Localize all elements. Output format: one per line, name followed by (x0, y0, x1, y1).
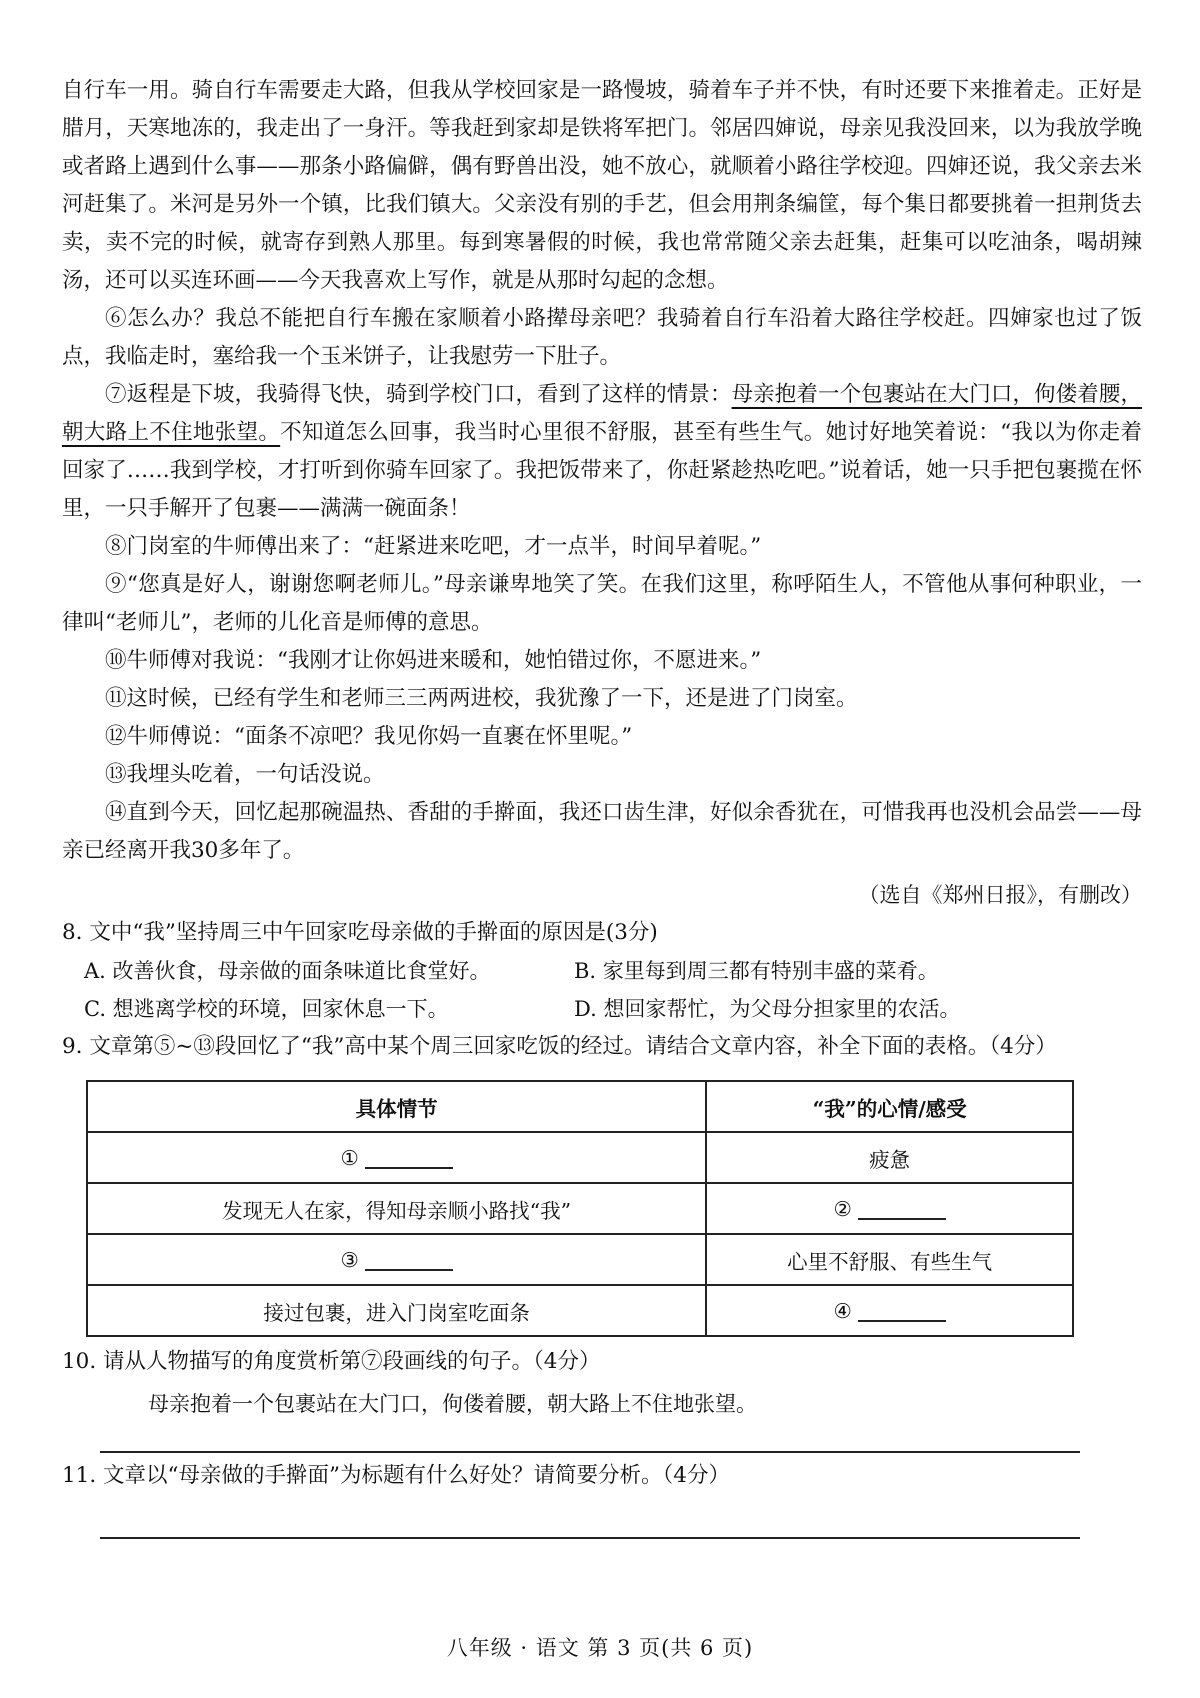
table-header-cell: “我”的心情/感受 (706, 1081, 1073, 1132)
table-row (87, 1285, 1073, 1336)
table-header-cell: 具体情节 (87, 1081, 706, 1132)
table-row (87, 1234, 1073, 1285)
passage-paragraph-7 (62, 376, 1142, 528)
answer-line[interactable] (100, 1495, 1080, 1539)
question-8-options (62, 952, 1142, 1028)
table-cell[interactable] (706, 1183, 1073, 1234)
page-footer: 八年级 · 语文 第 3 页(共 6 页) (446, 1636, 754, 1660)
passage-paragraph-6: ⑥怎么办？我总不能把自行车搬在家顺着小路撵母亲吧？我骑着自行车沿着大路往学校赶。四婶家也过了饭点，我临走时，塞给我一个玉米饼子，让我慰劳一下肚子。 (62, 306, 1142, 369)
passage-paragraph-10: ⑩牛师傅对我说：“我刚才让你妈进来暖和，她怕错过你，不愿进来。” (105, 648, 762, 673)
plot-emotion-table (86, 1080, 1074, 1337)
passage-paragraph-14: ⑭直到今天，回忆起那碗温热、香甜的手擀面，我还口齿生津，好似余香犹在，可惜我再也没机会品尝——母亲已经离开我30多年了。 (62, 800, 1142, 863)
table-cell[interactable] (706, 1285, 1073, 1336)
option-b: B. 家里每到周三都有特别丰盛的菜肴。 (574, 959, 939, 983)
question-9-stem: 9. 文章第⑤~⑬段回忆了“我”高中某个周三回家吃饭的经过。请结合文章内容，补全下面的表格。（4分） (62, 1034, 1057, 1059)
option-c: C. 想逃离学校的环境，回家休息一下。 (84, 997, 449, 1021)
table-cell: 疲惫 (706, 1132, 1073, 1183)
passage-paragraph-13: ⑬我埋头吃着，一句话没说。 (105, 762, 385, 787)
table-cell: 接过包裹，进入门岗室吃面条 (87, 1285, 706, 1336)
option-a: A. 改善伙食，母亲做的面条味道比食堂好。 (84, 959, 491, 983)
question-8-stem: 8. 文中“我”坚持周三中午回家吃母亲做的手擀面的原因是(3分) (62, 920, 658, 945)
table-cell[interactable] (87, 1132, 706, 1183)
passage-paragraph-11: ⑪这时候，已经有学生和老师三三两两进校，我犹豫了一下，还是进了门岗室。 (105, 686, 858, 711)
table-header-row (87, 1081, 1073, 1132)
answer-line[interactable] (100, 1423, 1080, 1453)
answer-blank[interactable] (365, 1247, 453, 1271)
p7-pre: ⑦返程是下坡，我骑得飞快，骑到学校门口，看到了这样的情景： (105, 382, 732, 407)
question-11-stem: 11. 文章以“母亲做的手擀面”为标题有什么好处？请简要分析。（4分） (62, 1463, 730, 1488)
question-10-stem: 10. 请从人物描写的角度赏析第⑦段画线的句子。（4分） (62, 1349, 601, 1374)
question-10-quote: 母亲抱着一个包裹站在大门口，佝偻着腰，朝大路上不住地张望。 (148, 1392, 757, 1416)
option-d: D. 想回家帮忙，为父母分担家里的农活。 (574, 997, 961, 1021)
table-cell: 心里不舒服、有些生气 (706, 1234, 1073, 1285)
passage-paragraph-5-continued: 自行车一用。骑自行车需要走大路，但我从学校回家是一路慢坡，骑着车子并不快，有时还要下来推着走。正好是腊月，天寒地冻的，我走出了一身汗。等我赶到家却是铁将军把门。邻居四婶说，母亲见我没回来，以为我放学晚或者路上遇到什么事——那条小路偏僻，偶有野兽出没，她不放心，就顺着小路往学校迎。四婶还说，我父亲去米河赶集了。米河是另外一个镇，比我们镇大。父亲没有别的手艺，但会用荆条编筐，每个集日都要挑着一担荆货去卖，卖不完的时候，就寄存到熟人那里。每到寒暑假的时候，我也常常随父亲去赶集，赶集可以吃油条，喝胡辣汤，还可以买连环画——今天我喜欢上写作，就是从那时勾起的念想。 (62, 78, 1142, 293)
passage-paragraph-8: ⑧门岗室的牛师傅出来了：“赶紧进来吃吧，才一点半，时间早着呢。” (105, 534, 762, 559)
blank-number: ② (833, 1197, 852, 1221)
answer-blank[interactable] (365, 1145, 453, 1169)
table-row (87, 1183, 1073, 1234)
passage-paragraph-12: ⑫牛师傅说：“面条不凉吧？我见你妈一直裹在怀里呢。” (105, 724, 633, 749)
table-cell: 发现无人在家，得知母亲顺小路找“我” (87, 1183, 706, 1234)
passage-paragraph-9: ⑨“您真是好人，谢谢您啊老师儿。”母亲谦卑地笑了笑。在我们这里，称呼陌生人，不管他从事何种职业，一律叫“老师儿”，老师的儿化音是师傅的意思。 (62, 572, 1142, 635)
blank-number: ④ (833, 1299, 852, 1323)
answer-blank[interactable] (858, 1196, 946, 1220)
underlined-sentence: 母亲抱着一个包裹站在大门口，佝偻着腰，朝大路上不住地张望。 (62, 382, 1142, 445)
p7-post: 不知道怎么回事，我当时心里很不舒服，甚至有些生气。她讨好地笑着说：“我以为你走着回家了……我到学校，才打听到你骑车回家了。我把饭带来了，你赶紧趁热吃吧。”说着话，她一只手把包裹揽在怀里，一只手解开了包裹——满满一碗面条！ (62, 420, 1142, 521)
table-row (87, 1132, 1073, 1183)
blank-number: ① (340, 1146, 359, 1170)
table-cell[interactable] (87, 1234, 706, 1285)
answer-blank[interactable] (858, 1298, 946, 1322)
passage-source: （选自《郑州日报》，有删改） (858, 883, 1142, 907)
exam-page (62, 72, 1142, 1539)
blank-number: ③ (340, 1248, 359, 1272)
